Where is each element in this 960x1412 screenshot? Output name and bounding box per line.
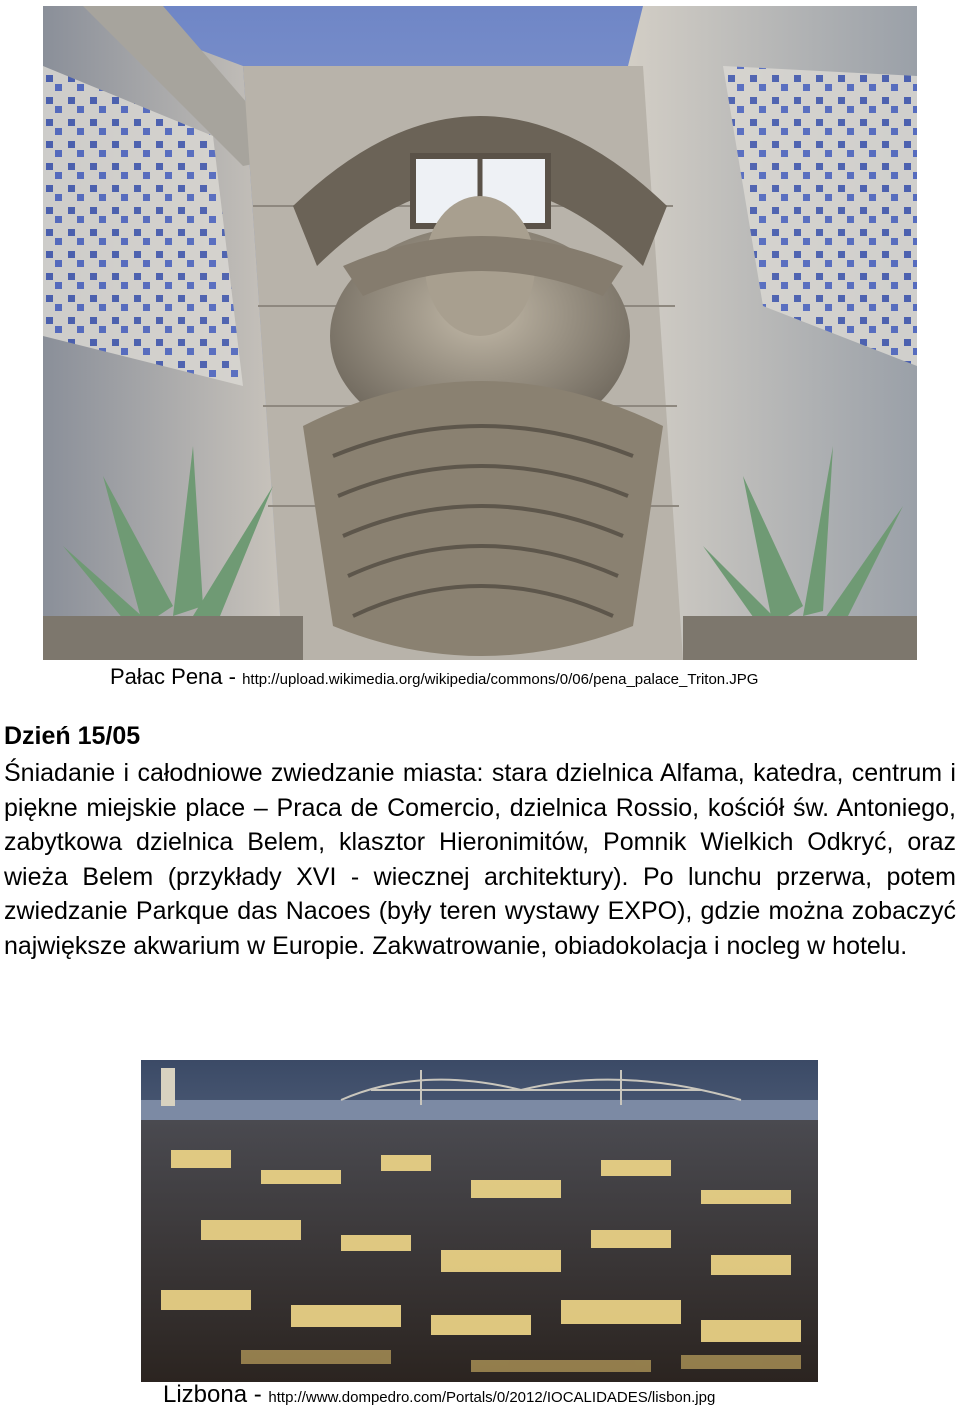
pena-palace-triton-photo — [43, 6, 917, 660]
photo-caption-bottom — [163, 1381, 715, 1409]
lisbon-night-photo — [141, 1060, 818, 1382]
day-description: Śniadanie i całodniowe zwiedzanie miasta: stara dzielnica Alfama, katedra, centrum i piękne miejskie place – Praca de Comercio, dzielnica Rossio, kościół św. Antoniego, zabytkowa dzielnica Belem, klasztor Hieronimitów, Pomnik Wielkich Odkryć, oraz wieża Belem (przykłady XVI - wiecznej architektury). Po lunchu przerwa, potem zwiedzanie Parkque das Nacoes (były teren wystawy EXPO), gdzie można zobaczyć największe akwarium w Europie. Zakwatrowanie, obiadokolacja i nocleg w hotelu. — [4, 759, 956, 960]
photo-caption-title: Pałac Pena - — [110, 664, 243, 689]
photo-source-url: http://www.dompedro.com/Portals/0/2012/IOCALIDADES/lisbon.jpg — [268, 1389, 716, 1406]
day-heading: Dzień 15/05 — [4, 722, 141, 750]
photo-caption-top — [110, 664, 758, 690]
photo-source-url: http://upload.wikimedia.org/wikipedia/commons/0/06/pena_palace_Triton.JPG — [242, 671, 759, 688]
photo-caption-title: Lizbona - — [163, 1381, 269, 1408]
